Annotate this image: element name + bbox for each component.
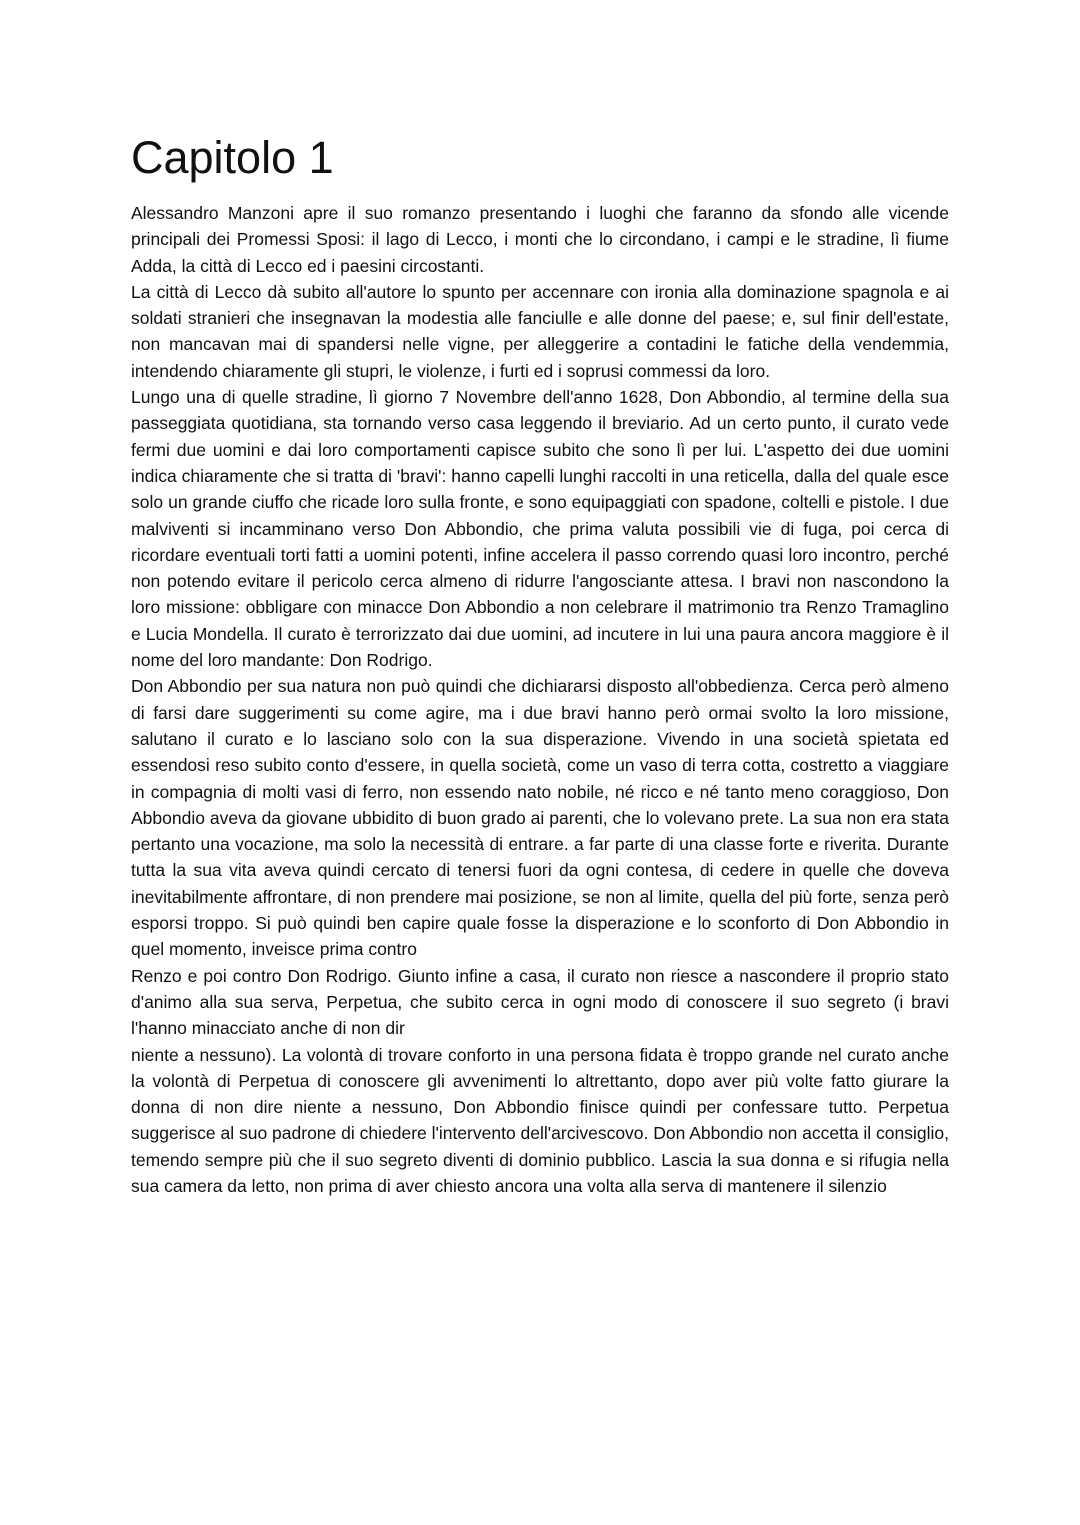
chapter-title: Capitolo 1 [131,132,334,183]
paragraph: Renzo e poi contro Don Rodrigo. Giunto infine a casa, il curato non riesce a nascondere il proprio stato d'animo alla sua serva, Perpetua, che subito cerca in ogni modo di conoscere il suo segreto (i bravi l'hanno minacciato anche di non dir [131,965,949,1039]
paragraph: Don Abbondio per sua natura non può quindi che dichiararsi disposto all'obbedienza. Cerca però almeno di farsi dare suggerimenti su come agire, ma i due bravi hanno però ormai svolto la loro missione, salutano il curato e lo lasciano solo con la sua disperazione. Vivendo in una società spietata ed essendosi reso subito conto d'essere, in quella società, come un vaso di terra cotta, costretto a viaggiare in compagnia di molti vasi di ferro, non essendo nato nobile, né ricco e né tanto meno coraggioso, Don Abbondio aveva da giovane ubbidito di buon grado ai parenti, che lo volevano prete. La sua non era stata pertanto una vocazione, ma solo la necessità di entrare. a far parte di una classe forte e riverita. Durante tutta la sua vita aveva quindi cercato di tenersi fuori da ogni contesa, di cedere in quelle che doveva inevitabilmente affrontare, di non prendere mai posizione, se non al limite, quella del più forte, senza però esporsi troppo. Si può quindi ben capire quale fosse la disperazione e lo sconforto di Don Abbondio in quel momento, inveisce prima contro [131,676,949,960]
paragraph: Alessandro Manzoni apre il suo romanzo presentando i luoghi che faranno da sfondo alle vicende principali dei Promessi Sposi: il lago di Lecco, i monti che lo circondano, i campi e le stradine, lì fiume Adda, la città di Lecco ed i paesini circostanti. [131,203,949,276]
paragraph: niente a nessuno). La volontà di trovare conforto in una persona fidata è troppo grande nel curato anche la volontà di Perpetua di conoscere gli avvenimenti lo altrettanto, dopo aver più volte fatto giurare la donna di non dire niente a nessuno, Don Abbondio finisce quindi per confessare tutto. Perpetua suggerisce al suo padrone di chiedere l'intervento dell'arcivescovo. Don Abbondio non accetta il consiglio, temendo sempre più che il suo segreto diventi di dominio pubblico. Lascia la sua donna e si rifugia nella sua camera da letto, non prima di aver chiesto ancora una volta alla serva di mantenere il silenzio [131,1044,950,1196]
document-page [131,130,949,1199]
paragraph: Lungo una di quelle stradine, lì giorno 7 Novembre dell'anno 1628, Don Abbondio, al termine della sua passeggiata quotidiana, sta tornando verso casa leggendo il breviario. Ad un certo punto, il curato vede fermi due uomini e dai loro comportamenti capisce subito che sono lì per lui. L'aspetto dei due uomini indica chiaramente che si tratta di 'bravi': hanno capelli lunghi raccolti in una reticella, dalla del quale esce solo un grande ciuffo che ricade loro sulla fronte, e sono equipaggiati con spadone, coltelli e pistole. I due malviventi si incamminano verso Don Abbondio, che prima valuta possibili vie di fuga, poi cerca di ricordare eventuali torti fatti a uomini potenti, infine accelera il passo correndo quasi loro incontro, perché non potendo evitare il pericolo cerca almeno di ridurre l'angosciante attesa. I bravi non nascondono la loro missione: obbligare con minacce Don Abbondio a non celebrare il matrimonio tra Renzo Tramaglino e Lucia Mondella. Il curato è terrorizzato dai due uomini, ad incutere in lui una paura ancora maggiore è il nome del loro mandante: Don Rodrigo. [131,387,949,671]
paragraph: La città di Lecco dà subito all'autore lo spunto per accennare con ironia alla dominazione spagnola e ai soldati stranieri che insegnavan la modestia alle fanciulle e alle donne del paese; e, sul finir dell'estate, non mancavan mai di spandersi nelle vigne, per alleggerire a contadini le fatiche della vendemmia, intendendo chiaramente gli stupri, le violenze, i furti ed i soprusi commessi da loro. [131,281,949,381]
